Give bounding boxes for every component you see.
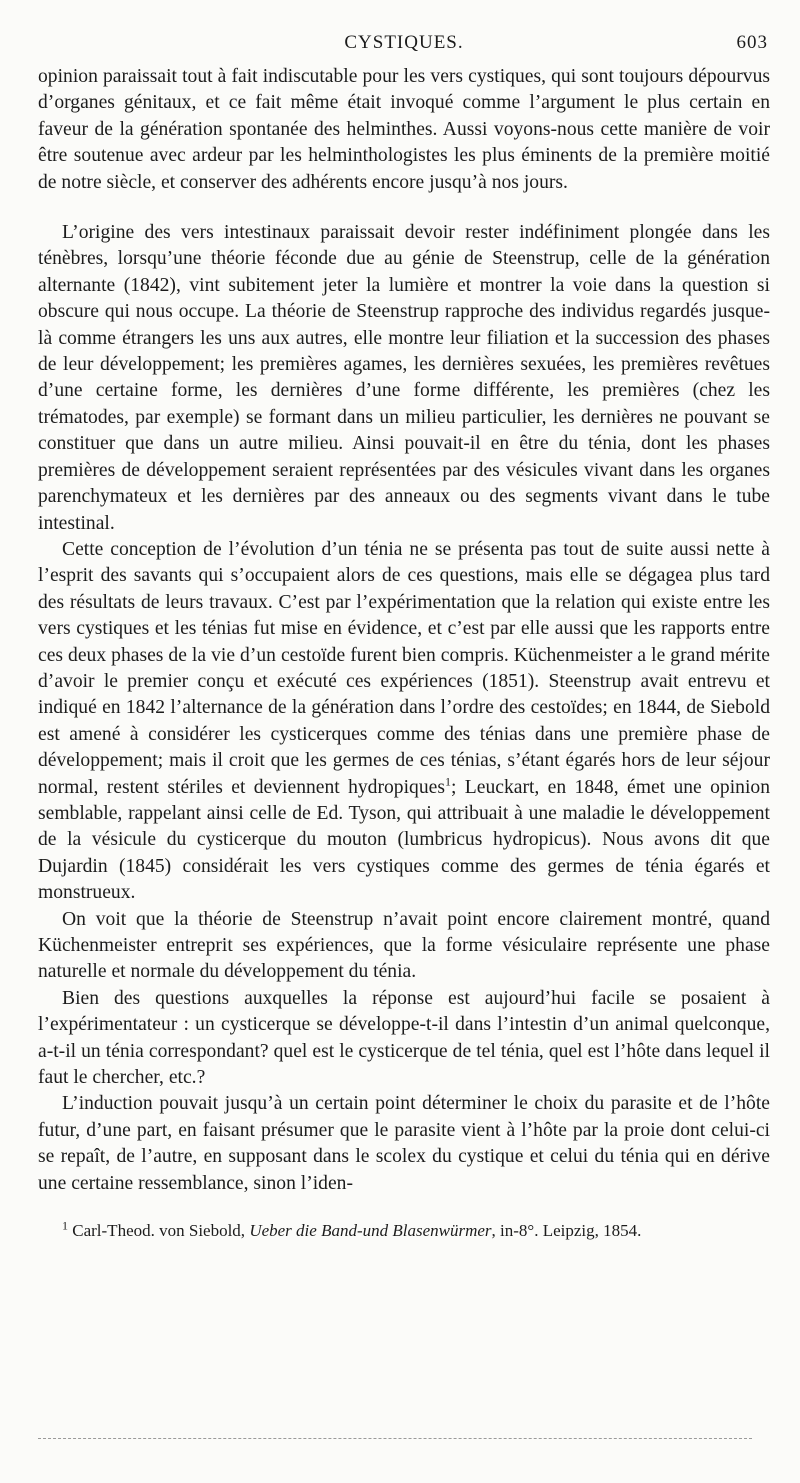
footnote-author: Carl-Theod. von Siebold,: [72, 1221, 246, 1241]
paragraph-questions: Bien des questions auxquelles la réponse est aujourd’hui facile se posaient à l’expérimentateur : un cysticerque se développe-t-il dans l’intestin d’un animal quelconque, a-t-il un ténia correspondant? quel est le cysticerque de tel ténia, quel est l’hôte dans lequel il faut le chercher, etc.?: [38, 987, 770, 1089]
footnote-reference[interactable]: 1: [444, 774, 451, 789]
paragraph-conception-text: Cette conception de l’évolution d’un ténia ne se présenta pas tout de suite aussi nette à l’esprit des savants qui s’occupaient alors de ces questions, mais elle se dégagea plus tard des résultats de leurs travaux. C’est par l’expérimentation que la relation qui existe entre les vers cystiques et les ténias fut mise en évidence, et c’est par elle aussi que les rapports entre ces deux phases de la vie d’un cestoïde furent bien compris. Küchenmeister a le grand mérite d’avoir le premier conçu et exécuté ces expériences (1851). Steenstrup avait entrevu et indiqué en 1842 l’alternance de la génération dans l’ordre des cestoïdes; en 1844, de Siebold est amené à considérer les cysticerques comme des ténias dans une première phase de développement; mais il croit que les germes de ces ténias, s’étant égarés hors de leur séjour normal, restent stériles et deviennent hydropiques: [38, 538, 770, 798]
footnote-title: Ueber die Band-und Blasenwürmer: [249, 1221, 492, 1241]
body-text: [38, 64, 770, 1197]
footnote-details: , in-8°. Leipzig, 1854.: [491, 1221, 642, 1241]
paragraph-conception: [38, 537, 770, 907]
paragraph-steenstrup: On voit que la théorie de Steenstrup n’avait point encore clairement montré, quand Küchenmeister entreprit ses expériences, que la forme vésiculaire représente une phase naturelle et normale du développement du ténia.: [38, 908, 770, 983]
paragraph-origine: L’origine des vers intestinaux paraissait devoir rester indéfiniment plongée dans les ténèbres, lorsqu’une théorie féconde due au génie de Steenstrup, celle de la génération alternante (1842), vint subitement jeter la lumière et montrer la voie dans la question si obscure qui nous occupe. La théorie de Steenstrup rapproche des individus regardés jusque-là comme étrangers les uns aux autres, elle montre leur filiation et la succession des phases de leur développement; les premières agames, les dernières sexuées, les premières revêtues d’une certaine forme, les dernières d’une forme différente, les premières (chez les trématodes, par exemple) se formant dans un milieu particulier, les dernières ne pouvant se constituer que dans un autre milieu. Ainsi pouvait-il en être du ténia, dont les phases premières de développement seraient représentées par des vésicules vivant dans les organes parenchymateux et les dernières par des anneaux ou des segments vivant dans le tube intestinal.: [38, 222, 770, 534]
bottom-rule: [38, 1438, 752, 1439]
paragraph-induction: L’induction pouvait jusqu’à un certain point déterminer le choix du parasite et de l’hôte futur, d’une part, en faisant présumer que le parasite vient à l’hôte par la proie dont celui-ci se repaît, de l’autre, en supposant dans le scolex du cystique et celui du ténia qui en dérive une certaine ressemblance, sinon l’iden-: [38, 1093, 770, 1194]
footnote: [38, 1219, 770, 1243]
footnote-marker: 1: [62, 1218, 68, 1233]
paragraph-continued: opinion paraissait tout à fait indiscutable pour les vers cystiques, qui sont toujours dépourvus d’organes génitaux, et ce fait même était invoqué comme l’argument le plus certain en faveur de la génération spontanée des helminthes. Aussi voyons-nous cette manière de voir être soutenue avec ardeur par les helminthologistes les plus éminents de la première moitié de notre siècle, et conserver des adhérents encore jusqu’à nos jours.: [38, 66, 770, 193]
running-head: [38, 28, 770, 64]
page-number: 603: [736, 32, 768, 53]
paragraph-conception-tail: ; Leuckart, en 1848, émet une opinion semblable, rappelant ainsi celle de Ed. Tyson, qui attribuait à une maladie le développement de la vésicule du cysticerque du mouton (lumbricus hydropicus). Nous avons dit que Dujardin (1845) considérait les vers cystiques comme des germes de ténia égarés et monstrueux.: [38, 776, 770, 904]
running-title: CYSTIQUES.: [344, 32, 464, 53]
